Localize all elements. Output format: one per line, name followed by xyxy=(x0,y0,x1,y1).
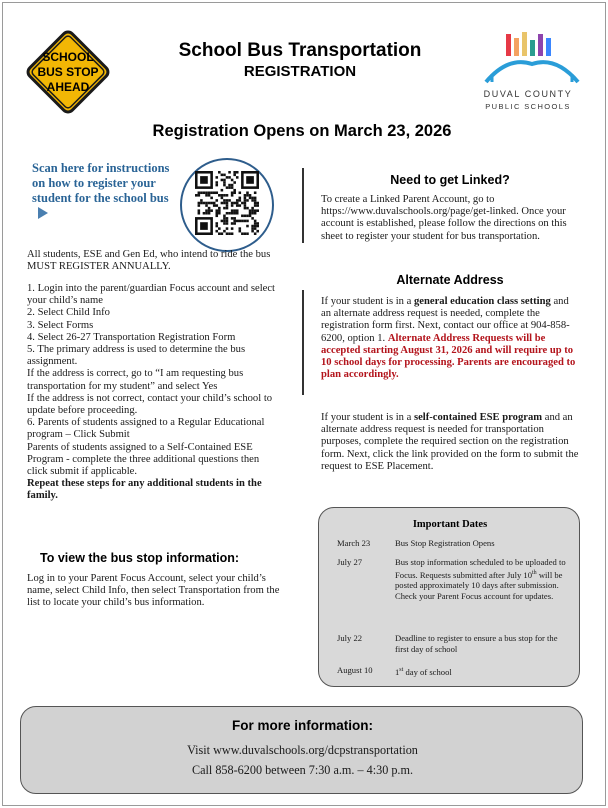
more-info-box xyxy=(20,706,583,794)
date-label: July 27 xyxy=(337,557,363,567)
step-item: 4. Select 26-27 Transportation Registration Form xyxy=(27,331,236,343)
repeat-note: Repeat these steps for any additional students in the family. xyxy=(27,478,262,502)
alt-bold: self-contained ESE program xyxy=(413,412,543,423)
qr-code-icon[interactable] xyxy=(195,171,259,235)
step-item: If the address is not correct, contact your child’s school to update before proceeding. xyxy=(27,392,273,417)
alt-warning: Alternate Address Requests will be accepted starting August 31, 2026 and will require up to 10 school days for processing. Parents are encouraged to plan accordingly. xyxy=(321,332,576,381)
intro-text: All students, ESE and Gen Ed, who intend to ride the bus MUST REGISTER ANNUALLY. xyxy=(27,249,271,273)
step-item: 5. The primary address is used to determine the bus assignment. xyxy=(27,344,246,368)
date-desc-part: Bus stop information scheduled to be uploaded to Focus. Requests submitted after July 10 xyxy=(395,557,566,580)
alternate-address-heading: Alternate Address xyxy=(396,273,504,287)
alt-text: If your student is in a xyxy=(321,412,414,423)
date-description: Bus Stop Registration Opens xyxy=(395,538,495,548)
view-bus-stop-text: Log in to your Parent Focus Account, select your child’s name, select Child Info, then select Transportation from the list to locate your child’s bus information. xyxy=(27,573,280,609)
date-label: July 22 xyxy=(337,633,363,643)
alt-text: If your student is in a xyxy=(321,296,414,307)
date-description xyxy=(395,665,567,677)
alt-bold: general education class setting xyxy=(413,296,551,307)
steps-list xyxy=(27,283,282,503)
alternate-address-ese xyxy=(321,412,579,473)
logo-line-2: PUBLIC SCHOOLS xyxy=(485,102,571,111)
column-divider xyxy=(302,168,304,243)
date-desc-part: will be posted approximately 10 days after submission. Check your Parent Focus account for updates. xyxy=(395,569,563,601)
alt-text: and an alternate address request is needed, complete the registration form first. Next, contact our office at 904-858-6200, option 1. xyxy=(321,296,570,344)
date-desc-part: day of school xyxy=(403,666,452,677)
date-desc-part: 1 xyxy=(395,666,400,677)
sign-line-1: SCHOOL xyxy=(42,50,94,64)
scan-text: Scan here for instructions on how to register your student for the school bus xyxy=(32,161,170,205)
alternate-address-general xyxy=(321,296,579,381)
scan-instructions xyxy=(32,161,180,221)
view-bus-stop-heading: To view the bus stop information: xyxy=(40,551,240,565)
page-title: School Bus Transportation xyxy=(178,40,422,61)
alt-text: and an alternate address request is needed for transportation purposes, complete the required section on the registration form. Next, click the link provided on the form to submit the request to ESE Placement. xyxy=(321,412,579,472)
step-item: 2. Select Child Info xyxy=(27,307,110,319)
important-dates-box xyxy=(318,507,580,687)
linked-text: To create a Linked Parent Account, go to https://www.duvalschools.org/page/get-linked. Once your account is established, please follow the directions on this sheet to register your student for bus transportation. xyxy=(321,194,567,242)
important-dates-title: Important Dates xyxy=(412,519,488,530)
school-bus-stop-sign-icon xyxy=(22,26,114,118)
date-desc-sup: st xyxy=(399,667,404,673)
logo-line-1: DUVAL COUNTY xyxy=(483,89,573,99)
more-info-title: For more information: xyxy=(232,718,373,733)
page-subtitle: REGISTRATION xyxy=(243,63,357,80)
date-desc-sup: th xyxy=(532,569,537,576)
step-item: 6. Parents of students assigned to a Regular Educational program – Click Submit xyxy=(27,417,265,441)
date-description: Deadline to register to ensure a bus stop for the first day of school xyxy=(395,633,558,654)
step-item: Parents of students assigned to a Self-Contained ESE Program - complete the three additional questions then click submit if applicable. xyxy=(27,441,260,478)
more-info-website[interactable]: Visit www.duvalschools.org/dcpstransportation xyxy=(187,743,418,757)
step-item: 3. Select Forms xyxy=(27,319,94,331)
date-label: March 23 xyxy=(337,538,371,548)
linked-heading: Need to get Linked? xyxy=(390,173,510,187)
column-divider xyxy=(302,290,304,395)
sign-line-3: AHEAD xyxy=(46,80,90,94)
sign-line-2: BUS STOP xyxy=(37,65,99,79)
date-label: August 10 xyxy=(337,665,373,675)
step-item: If the address is correct, go to “I am requesting bus transportation for my student” and select Yes xyxy=(27,368,244,392)
step-item: 1. Login into the parent/guardian Focus account and select your child’s name xyxy=(27,283,275,307)
more-info-phone: Call 858-6200 between 7:30 a.m. – 4:30 p.m. xyxy=(191,763,414,777)
arrow-right-icon xyxy=(38,207,48,219)
registration-opens-banner: Registration Opens on March 23, 2026 xyxy=(152,122,452,140)
date-description xyxy=(395,557,567,601)
